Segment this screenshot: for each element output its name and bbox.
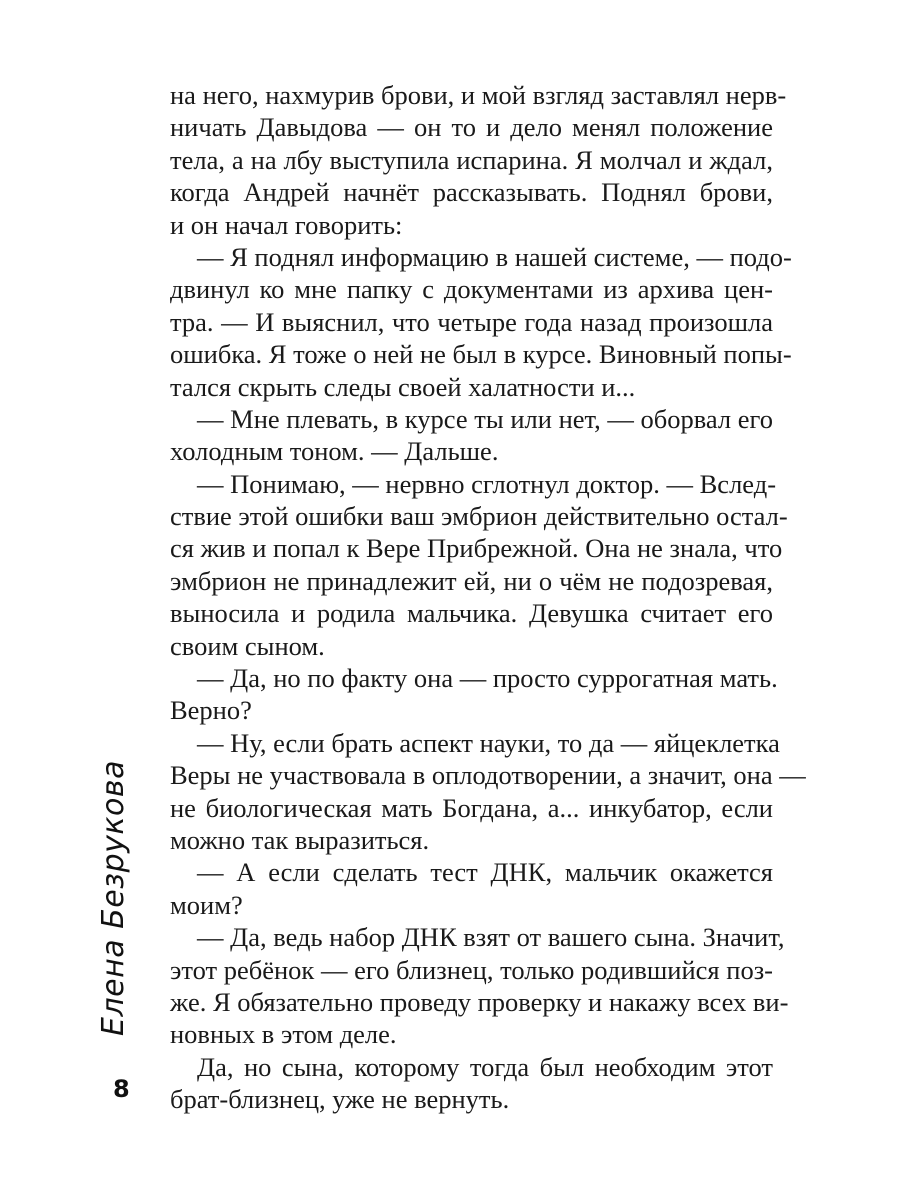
- text-line: этот ребёнок — его близнец, только родившийся поз-: [170, 954, 773, 985]
- text-line: новных в этом деле.: [170, 1019, 397, 1050]
- text-line: ствие этой ошибки ваш эмбрион действительно остал-: [170, 501, 788, 532]
- text-line: ничать Давыдова — он то и дело менял положение: [170, 112, 773, 143]
- text-line: на него, нахмурив брови, и мой взгляд заставлял нерв-: [170, 80, 787, 110]
- text-line: ошибка. Я тоже о ней не был в курсе. Виновный попы-: [170, 339, 792, 370]
- text-line: тался скрыть следы своей халатности и...: [170, 371, 636, 402]
- text-line: — Мне плевать, в курсе ты или нет, — оборвал его: [197, 403, 773, 434]
- text-line: не биологическая мать Богдана, а... инкубатор, если: [170, 792, 773, 823]
- text-line: моим?: [170, 889, 243, 920]
- text-line: ся жив и попал к Вере Прибрежной. Она не знала, что: [170, 533, 783, 564]
- body-text: [170, 79, 806, 1116]
- text-line: тела, а на лбу выступила испарина. Я молчал и ждал,: [170, 144, 773, 175]
- text-line: — А если сделать тест ДНК, мальчик окажется: [197, 857, 773, 888]
- text-line: Да, но сына, которому тогда был необходим этот: [197, 1051, 773, 1082]
- text-line: эмбрион не принадлежит ей, ни о чём не подозревая,: [170, 565, 773, 596]
- text-line: Верно?: [170, 695, 252, 726]
- text-line: же. Я обязательно проведу проверку и накажу всех ви-: [170, 986, 789, 1017]
- text-line: холодным тоном. — Дальше.: [170, 436, 499, 467]
- text-line: двинул ко мне папку с документами из архива цен-: [170, 274, 773, 305]
- text-line: выносила и родила мальчика. Девушка считает его: [170, 598, 773, 629]
- text-line: можно так выразиться.: [170, 824, 430, 855]
- text-line: тра. — И выяснил, что четыре года назад произошла: [170, 306, 773, 337]
- text-line: — Я поднял информацию в нашей системе, — подо-: [197, 241, 792, 272]
- author-name-running-head: Елена Безрукова: [96, 760, 131, 1036]
- text-line: Веры не участвовала в оплодотворении, а значит, она —: [170, 760, 806, 791]
- text-line: и он начал говорить:: [170, 209, 403, 240]
- text-line: брат-близнец, уже не вернуть.: [170, 1084, 510, 1115]
- text-line: когда Андрей начнёт рассказывать. Поднял брови,: [170, 177, 773, 208]
- text-line: своим сыном.: [170, 630, 325, 661]
- text-line: — Ну, если брать аспект науки, то да — яйцеклетка: [197, 727, 780, 758]
- page-number: 8: [113, 1075, 130, 1103]
- text-line: — Понимаю, — нервно сглотнул доктор. — Вслед-: [197, 468, 777, 499]
- text-line: — Да, ведь набор ДНК взят от вашего сына. Значит,: [197, 922, 785, 953]
- text-line: — Да, но по факту она — просто суррогатная мать.: [197, 663, 778, 694]
